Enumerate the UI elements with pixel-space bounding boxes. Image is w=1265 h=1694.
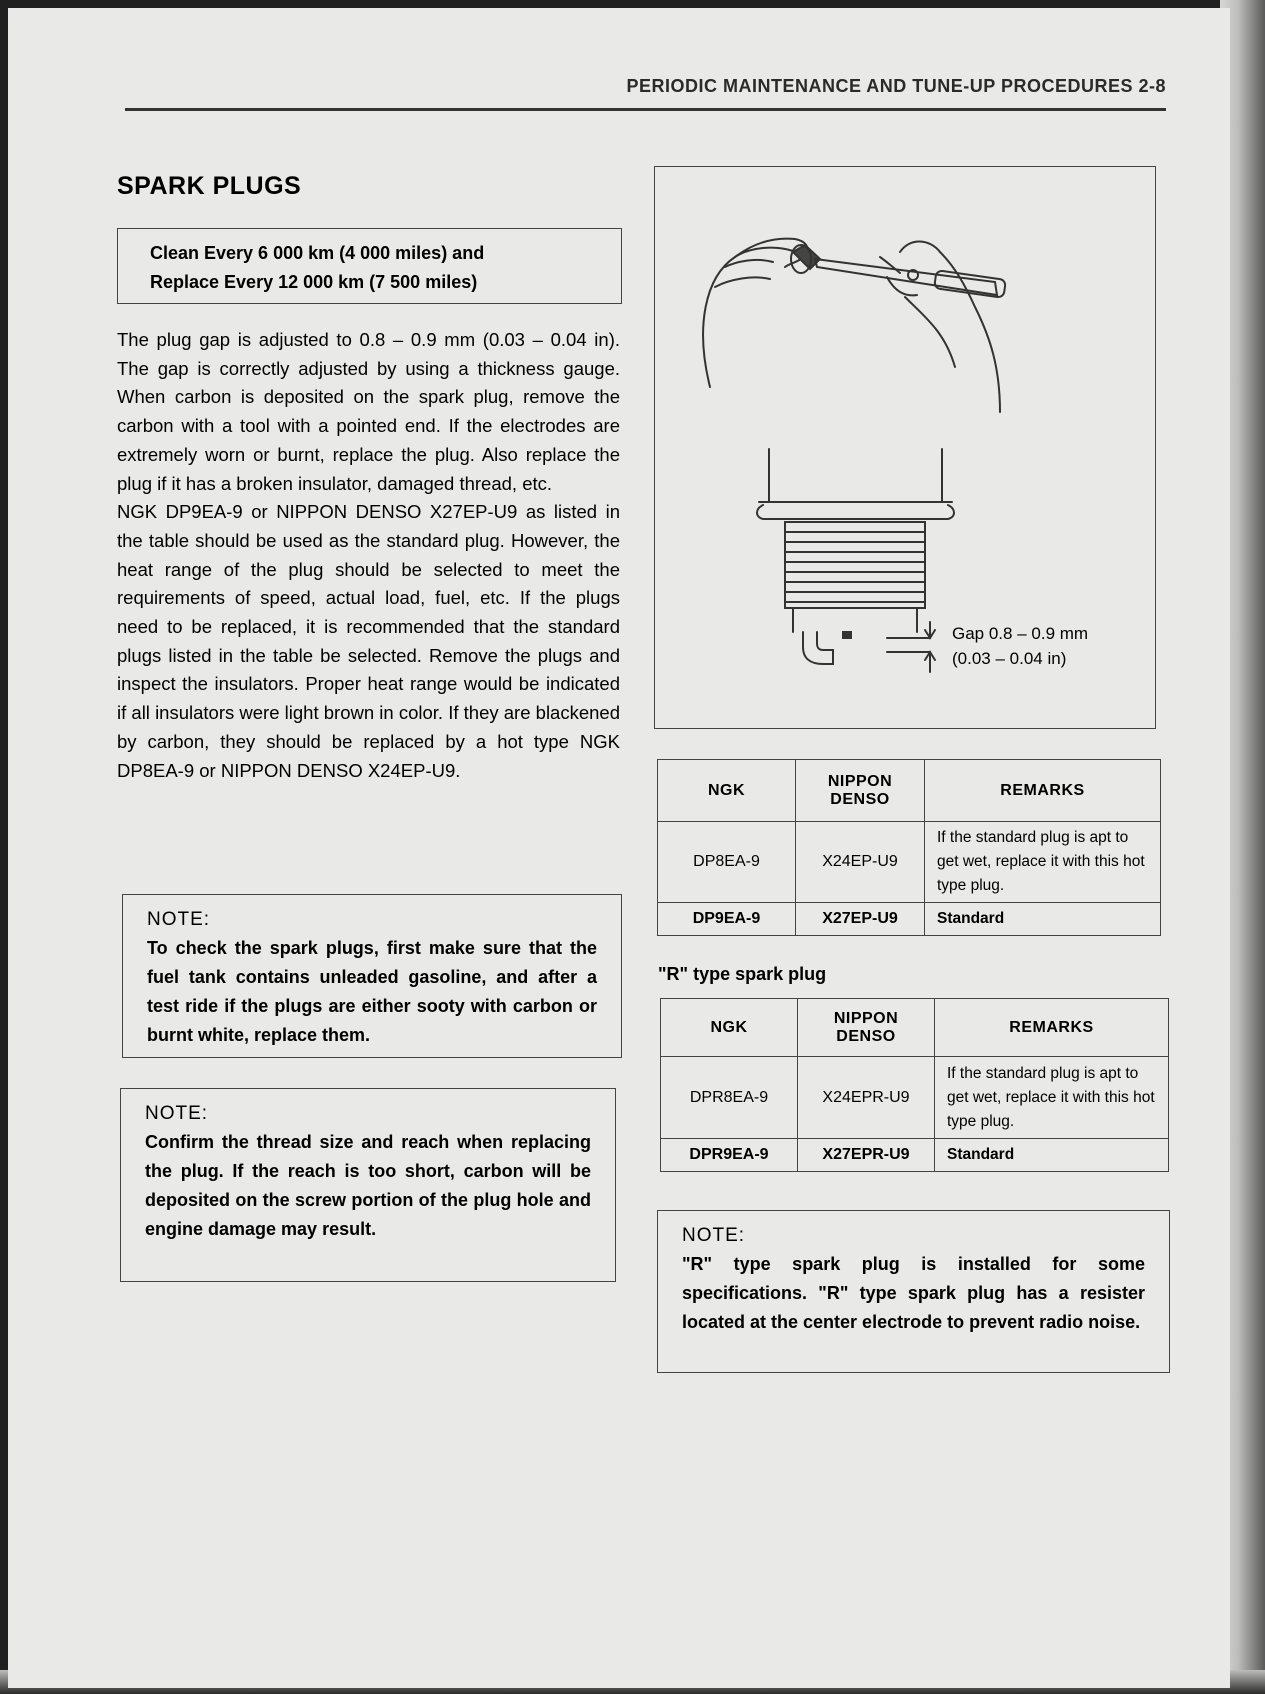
cell-denso: X24EPR-U9	[798, 1057, 935, 1139]
cell-ngk: DPR9EA-9	[661, 1139, 798, 1172]
right-hand-outline	[900, 241, 1000, 412]
header-remarks: REMARKS	[925, 760, 1161, 822]
page-header	[125, 74, 1166, 111]
gap-in: (0.03 – 0.04 in)	[952, 649, 1067, 668]
cell-remarks: Standard	[925, 903, 1161, 936]
table-row	[661, 1139, 1169, 1172]
cell-ngk: DP9EA-9	[658, 903, 796, 936]
note-box-r-type	[657, 1210, 1170, 1373]
body-paragraph-2: NGK DP9EA-9 or NIPPON DENSO X27EP-U9 as listed in the table should be used as the standard plug. However, the heat range of the plug should be selected to meet the requirements of speed, actual load, fuel, etc. If the plugs need to be replaced, it is recommended that the standard plugs listed in the table be selected. Remove the plugs and inspect the insulators. Proper heat range would be indicated if all insulators were light brown in color. If they are blackened by carbon, they should be replaced by a hot type NGK DP8EA-9 or NIPPON DENSO X24EP-U9.	[117, 501, 620, 781]
table-header-row	[658, 760, 1161, 822]
header-title: PERIODIC MAINTENANCE AND TUNE-UP PROCEDURES 2-8	[626, 76, 1166, 96]
cell-remarks: Standard	[935, 1139, 1169, 1172]
note-text: "R" type spark plug is installed for some specifications. "R" type spark plug has a resister located at the center electrode to prevent radio noise.	[682, 1254, 1145, 1332]
table-header-row	[661, 999, 1169, 1057]
interval-replace: Replace Every 12 000 km (7 500 miles)	[150, 272, 478, 292]
r-type-spark-plug-table	[660, 998, 1169, 1172]
body-text	[117, 326, 620, 785]
cell-remarks: If the standard plug is apt to get wet, replace it with this hot type plug.	[935, 1057, 1169, 1139]
note-text: Confirm the thread size and reach when replacing the plug. If the reach is too short, carbon will be deposited on the screw portion of the plug hole and engine damage may result.	[145, 1132, 591, 1239]
note-text: To check the spark plugs, first make sure that the fuel tank contains unleaded gasoline, and after a test ride if the plugs are either sooty with carbon or burnt white, replace them.	[147, 938, 597, 1045]
header-denso: NIPPON DENSO	[796, 760, 925, 822]
spark-plug-table	[657, 759, 1161, 936]
gap-mm: Gap 0.8 – 0.9 mm	[952, 624, 1089, 643]
cell-denso: X27EPR-U9	[798, 1139, 935, 1172]
header-ngk: NGK	[658, 760, 796, 822]
header-remarks: REMARKS	[935, 999, 1169, 1057]
table-row	[661, 1057, 1169, 1139]
cell-ngk: DPR8EA-9	[661, 1057, 798, 1139]
header-ngk: NGK	[661, 999, 798, 1057]
note-box-thread	[120, 1088, 616, 1282]
maintenance-interval-box	[117, 228, 622, 304]
note-label: NOTE:	[147, 909, 211, 930]
note-box-fuel	[122, 894, 622, 1058]
cell-remarks: If the standard plug is apt to get wet, replace it with this hot type plug.	[925, 822, 1161, 903]
interval-clean: Clean Every 6 000 km (4 000 miles) and	[150, 243, 485, 263]
cell-ngk: DP8EA-9	[658, 822, 796, 903]
body-paragraph-1: The plug gap is adjusted to 0.8 – 0.9 mm (0.03 – 0.04 in). The gap is correctly adjusted by using a thickness gauge. When carbon is deposited on the spark plug, remove the carbon with a tool with a pointed end. If the electrodes are extremely worn or burnt, replace the plug. Also replace the plug if it has a broken insulator, damaged thread, etc.	[117, 329, 620, 494]
note-label: NOTE:	[145, 1103, 209, 1124]
cell-denso: X24EP-U9	[796, 822, 925, 903]
gap-label	[952, 621, 1088, 671]
cell-denso: X27EP-U9	[796, 903, 925, 936]
spark-plug-figure	[654, 166, 1156, 729]
r-type-caption: "R" type spark plug	[658, 964, 827, 984]
table-row	[658, 903, 1161, 936]
section-title: SPARK PLUGS	[117, 172, 302, 200]
table-row	[658, 822, 1161, 903]
header-denso: NIPPON DENSO	[798, 999, 935, 1057]
note-label: NOTE:	[682, 1225, 746, 1246]
